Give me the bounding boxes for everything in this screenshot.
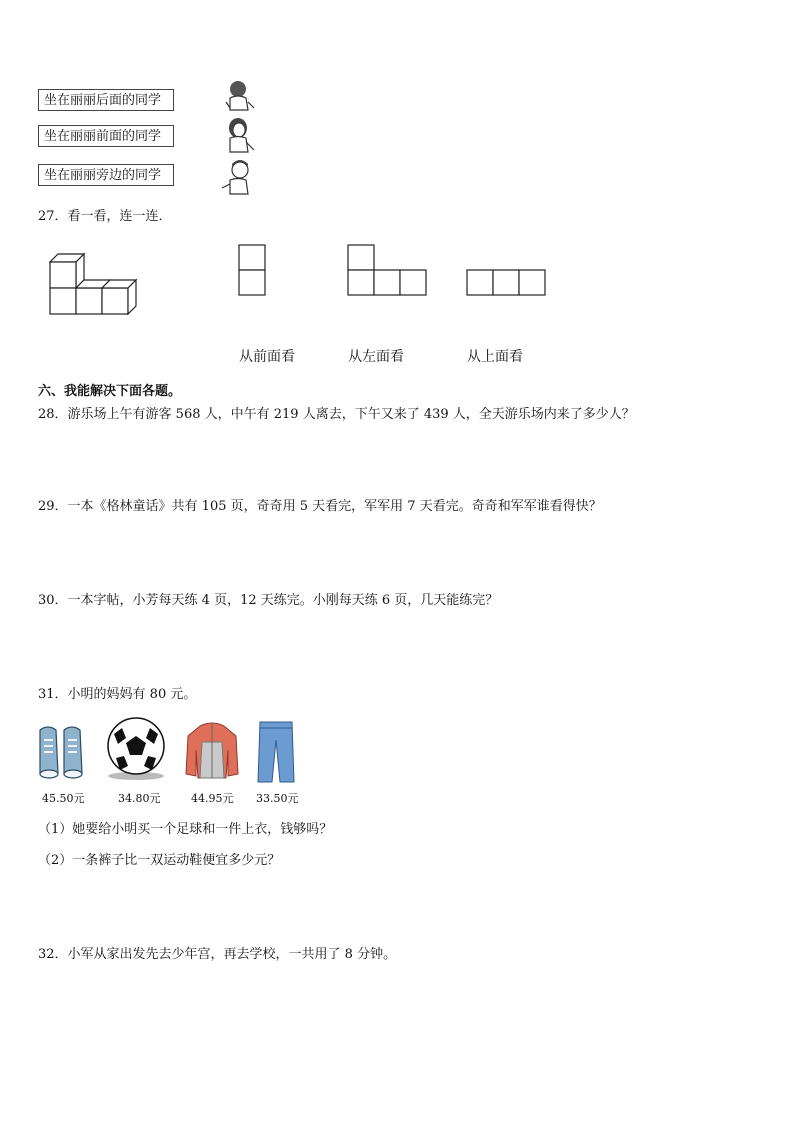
price-soccer-ball: 34.80元 bbox=[118, 792, 161, 805]
boy-side-figure[interactable] bbox=[222, 160, 248, 194]
pants-image bbox=[256, 720, 296, 784]
question-27-title: 27．看一看，连一连． bbox=[38, 209, 172, 224]
question-31-sub1: （1）她要给小明买一个足球和一件上衣，钱够吗？ bbox=[38, 822, 333, 837]
view-shape-row[interactable] bbox=[466, 269, 548, 298]
label-box-side[interactable]: 坐在丽丽旁边的同学 bbox=[38, 164, 174, 186]
question-31: 31．小明的妈妈有 80 元。 bbox=[38, 687, 197, 702]
question-30: 30．一本字帖，小芳每天练 4 页，12 天练完。小刚每天练 6 页，几天能练完？ bbox=[38, 593, 499, 608]
price-jacket: 44.95元 bbox=[191, 792, 234, 805]
view-caption-front[interactable]: 从前面看 bbox=[239, 349, 295, 365]
question-32: 32．小军从家出发先去少年宫，再去学校，一共用了 8 分钟。 bbox=[38, 947, 397, 962]
price-pants: 33.50元 bbox=[256, 792, 299, 805]
jacket-image bbox=[184, 720, 240, 782]
view-shape-vertical[interactable] bbox=[238, 244, 268, 298]
cube-solid bbox=[46, 248, 140, 320]
view-shape-l[interactable] bbox=[347, 244, 429, 298]
sneakers-image bbox=[36, 722, 86, 782]
soccer-ball-image bbox=[104, 716, 168, 782]
view-caption-top[interactable]: 从上面看 bbox=[467, 349, 523, 365]
view-caption-left[interactable]: 从左面看 bbox=[348, 349, 404, 365]
section-title: 六、我能解决下面各题。 bbox=[38, 384, 182, 399]
student-figures bbox=[218, 78, 258, 198]
question-31-sub2: （2）一条裤子比一双运动鞋便宜多少元？ bbox=[38, 853, 281, 868]
boy-back-figure[interactable] bbox=[226, 81, 254, 110]
price-sneakers: 45.50元 bbox=[42, 792, 85, 805]
label-box-front[interactable]: 坐在丽丽前面的同学 bbox=[38, 125, 174, 147]
question-28: 28．游乐场上午有游客 568 人，中午有 219 人离去，下午又来了 439 人，全天游乐场内来了多少人？ bbox=[38, 407, 635, 422]
question-29: 29．一本《格林童话》共有 105 页，奇奇用 5 天看完，军军用 7 天看完。奇奇和军军谁看得快？ bbox=[38, 499, 602, 514]
label-box-behind[interactable]: 坐在丽丽后面的同学 bbox=[38, 89, 174, 111]
girl-figure[interactable] bbox=[229, 118, 254, 152]
